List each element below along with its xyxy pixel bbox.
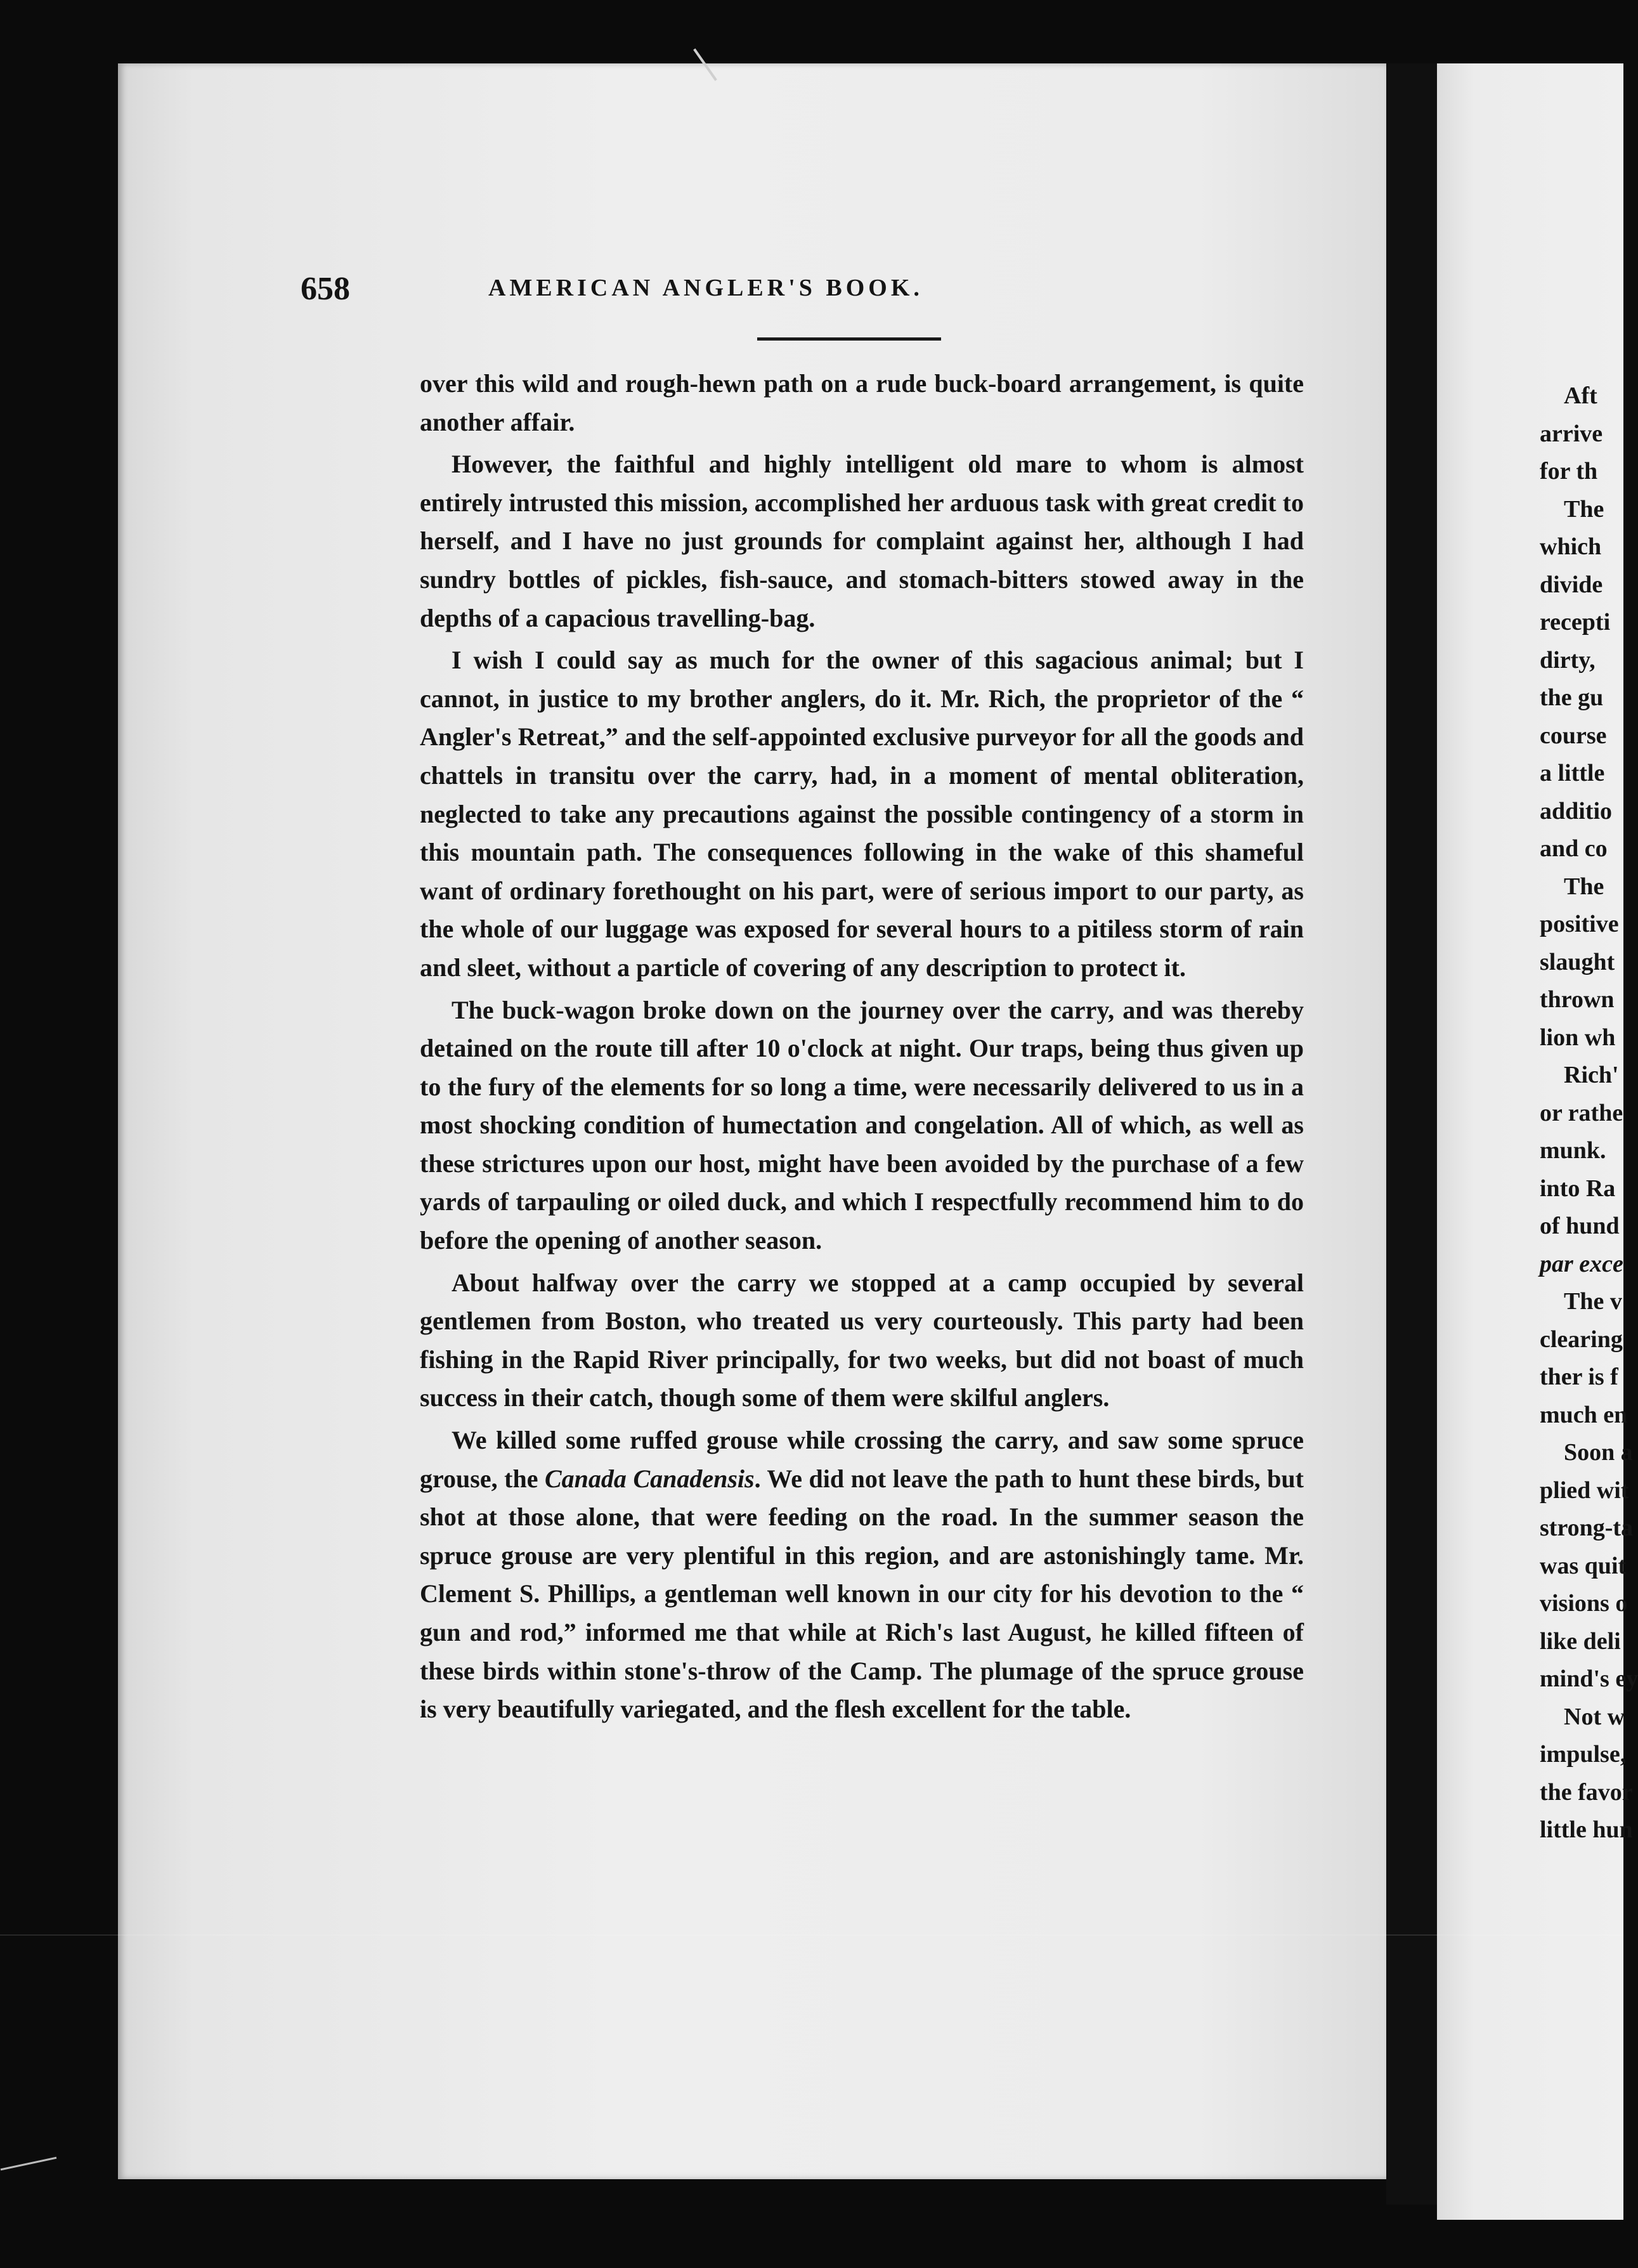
fragment-line: visions o <box>1540 1590 1628 1617</box>
fragment-line: like deli <box>1540 1627 1621 1655</box>
fragment-line: the favor <box>1540 1778 1633 1806</box>
fragment-line: munk. <box>1540 1137 1606 1164</box>
paragraph <box>420 1421 1304 1729</box>
fragment-line: strong-ta <box>1540 1515 1634 1541</box>
species-name: Canada Canadensis <box>544 1464 755 1493</box>
fragment-line: thrown <box>1540 986 1615 1013</box>
right-page-text <box>1540 377 1638 1849</box>
text-run: We killed some ruffed grouse while crossing the carry, and saw some spruce grouse, the <box>420 1426 1304 1493</box>
paragraph: I wish I could say as much for the owner of this sagacious animal; but I cannot, in justice to my brother anglers, do it. Mr. Rich, the proprietor of the “ Angler's Retreat,” and the self-appointed exclusive purveyor for all the goods and chattels in transitu over the carry, had, in a moment of mental obliteration, neglected to take any precautions against the possible contingency of a storm in this mountain path. The consequences following in the wake of this shameful want of ordinary forethought on his part, were of serious import to our party, as the whole of our luggage was exposed for several hours to a pitiless storm of rain and sleet, without a particle of covering of any description to protect it. <box>420 646 1304 982</box>
fragment-line: course <box>1540 722 1607 749</box>
fragment-line: positive <box>1540 911 1619 937</box>
fragment-line: impulse, <box>1540 1741 1627 1768</box>
fragment-line: arrive <box>1540 420 1603 447</box>
fragment-line: divide <box>1540 571 1603 598</box>
paragraph: However, the faithful and highly intelligent old mare to whom is almost entirely intrusted this mission, accomplished her arduous task with great credit to herself, and I have no just grounds for complaint against her, although I had sundry bottles of pickles, fish-sauce, and stomach-bitters stowed away in the depths of a capacious travelling-bag. <box>420 450 1304 632</box>
fragment-line: which <box>1540 533 1602 560</box>
fragment-line: and co <box>1540 835 1608 862</box>
fragment-line: Not w <box>1564 1703 1625 1730</box>
fragment-line: Rich' <box>1564 1062 1619 1088</box>
fragment-line: ther is f <box>1540 1364 1618 1390</box>
body-text <box>420 365 1304 1729</box>
fragment-line: little hun <box>1540 1816 1633 1843</box>
scan-line <box>0 1934 1623 1936</box>
fragment-line: additio <box>1540 797 1613 824</box>
book-gutter <box>1386 63 1437 2205</box>
paragraph: About halfway over the carry we stopped at a camp occupied by several gentlemen from Boston, who treated us very courteously. This party had been fishing in the Rapid River principally, for two weeks, but did not boast of much success in their catch, though some of them were skilful anglers. <box>420 1268 1304 1412</box>
fragment-line: into Ra <box>1540 1175 1616 1202</box>
page-number: 658 <box>301 271 350 307</box>
text-run: . We did not leave the path to hunt these birds, but shot at those alone, that were feeding on the road. In the summer season the spruce grouse are very plentiful in this region, and are astonishingly tame. Mr. Clement S. Phillips, a gentleman well known in our city for his devotion to the “ gun and rod,” informed me that while at Rich's last August, he killed fifteen of these birds within stone's-throw of the Camp. The plumage of the spruce grouse is very beautifully variegated, and the flesh excellent for the table. <box>420 1464 1304 1724</box>
fragment-line: clearing <box>1540 1326 1623 1353</box>
fragment-line: The <box>1564 495 1604 523</box>
fragment-line: mind's ey <box>1540 1665 1638 1692</box>
fragment-line: or rathe <box>1540 1099 1623 1126</box>
paragraph: over this wild and rough-hewn path on a rude buck-board arrangement, is quite another affair. <box>420 369 1304 436</box>
fragment-line: lion wh <box>1540 1024 1616 1051</box>
fragment-line: par exce <box>1540 1250 1623 1277</box>
fragment-line: a little <box>1540 760 1605 786</box>
fragment-line: Aft <box>1564 382 1597 409</box>
fragment-line: recepti <box>1540 609 1611 635</box>
fragment-line: The v <box>1564 1288 1622 1315</box>
fragment-line: plied wit <box>1540 1476 1629 1504</box>
scan-mark <box>1 2157 57 2171</box>
fragment-line: The <box>1564 873 1604 900</box>
fragment-line: slaught <box>1540 948 1615 975</box>
fragment-line: the gu <box>1540 684 1604 711</box>
fragment-line: Soon a <box>1564 1439 1633 1466</box>
fragment-line: dirty, <box>1540 646 1596 674</box>
paragraph: The buck-wagon broke down on the journey over the carry, and was thereby detained on the route till after 10 o'clock at night. Our traps, being thus given up to the fury of the elements for so long a time, were necessarily delivered to us in a most shocking condition of humectation and congelation. All of which, as well as these strictures upon our host, might have been avoided by the purchase of a few yards of tarpauling or oiled duck, and which I respectfully recommend him to do before the opening of another season. <box>420 995 1304 1255</box>
header-rule <box>757 337 941 341</box>
fragment-line: much en <box>1540 1401 1628 1428</box>
running-head: AMERICAN ANGLER'S BOOK. <box>488 275 923 301</box>
fragment-line: for th <box>1540 458 1598 485</box>
page-header <box>301 266 1176 317</box>
fragment-line: of hund <box>1540 1213 1620 1239</box>
fragment-line: was quit <box>1540 1552 1627 1579</box>
